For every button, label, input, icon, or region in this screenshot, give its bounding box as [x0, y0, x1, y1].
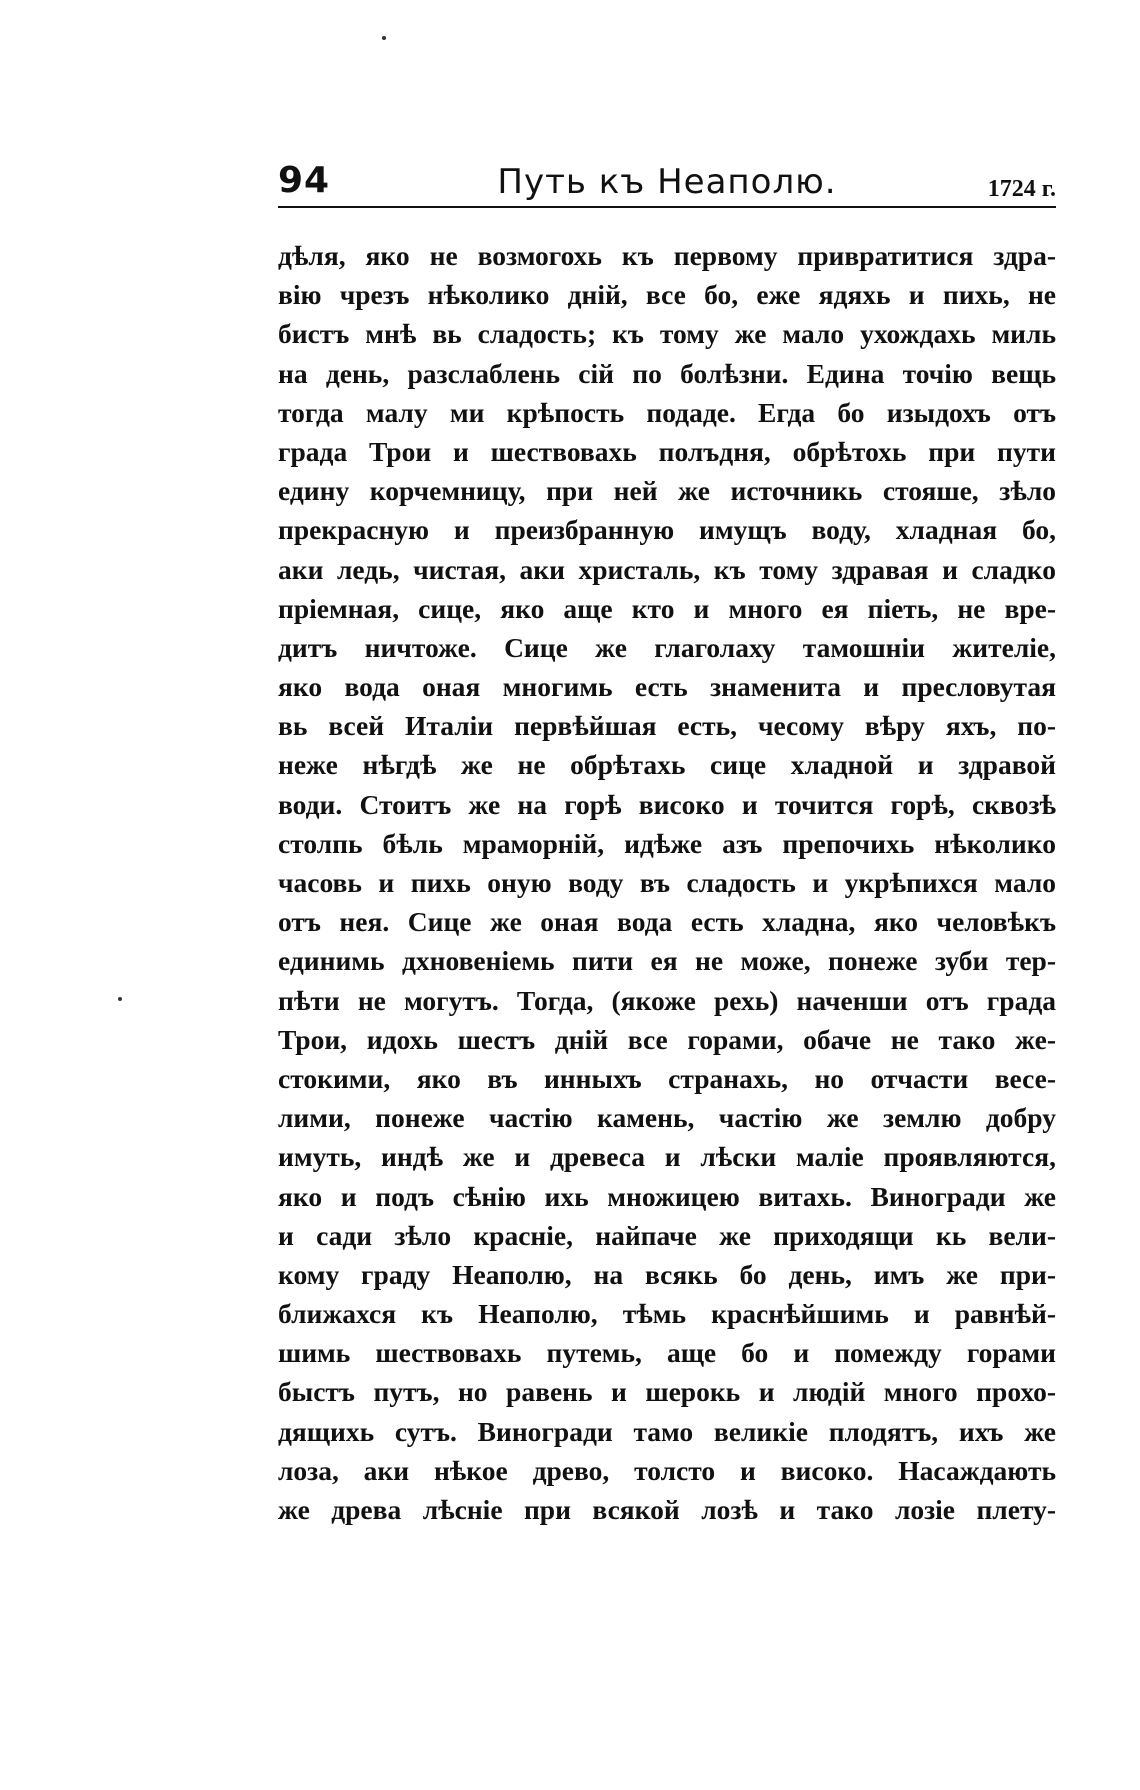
page-number: 94	[278, 160, 331, 201]
scan-speck	[382, 36, 386, 40]
text-line: прiемная, сице, яко аще кто и много ея пiеть, не вре-	[278, 592, 1056, 624]
text-line: вію чрезъ нѣколико днiй, все бо, еже ядяхь и пихь, не	[278, 279, 1056, 311]
text-line: отъ нея. Сице же оная вода есть хладна, яко человѣкъ	[278, 906, 1056, 938]
running-title: Путь къ Неаполю.	[497, 162, 837, 202]
page-header	[278, 160, 1056, 208]
text-line: града Трои и шествовахь полъдня, обрѣтохь при пути	[278, 435, 1056, 467]
text-line: тогда малу ми крѣпость подаде. Егда бо изыдохъ отъ	[278, 396, 1056, 428]
text-line: Трои, идохь шестъ днiй все горами, обаче не тако же-	[278, 1023, 1056, 1055]
scan-speck	[118, 997, 122, 1001]
text-line: пѣти не могутъ. Тогда, (якоже рехь) наченши отъ града	[278, 984, 1056, 1016]
text-line: же древа лѣснiе при всякой лозѣ и тако лозiе плету-	[278, 1494, 1056, 1525]
text-line: яко вода оная многимь есть знаменита и пресловутая	[278, 671, 1056, 703]
text-line: дитъ ничтоже. Сице же глаголаху тамошнiи жителiе,	[278, 631, 1056, 663]
text-line: стокими, яко въ инныхъ странахь, но отчасти весе-	[278, 1062, 1056, 1094]
text-line: быстъ путъ, но равень и шерокь и людiй много прохо-	[278, 1376, 1056, 1408]
text-line: кому граду Неаполю, на всякь бо день, имъ же при-	[278, 1258, 1056, 1290]
text-line: неже нѣгдѣ же не обрѣтахь сице хладной и здравой	[278, 749, 1056, 781]
year-marker: 1724 г.	[987, 176, 1056, 202]
text-line: и сади зѣло краснiе, найпаче же приходящи кь вели-	[278, 1219, 1056, 1251]
text-line: води. Стоитъ же на горѣ високо и точится горѣ, сквозѣ	[278, 788, 1056, 820]
text-line: вь всей Италiи первѣйшая есть, чесому вѣру яхъ, по-	[278, 710, 1056, 742]
text-line: яко и подъ сѣнiю ихь множицею витахь. Виногради же	[278, 1180, 1056, 1212]
text-line: на день, разслаблень сiй по болѣзни. Едина точiю вещь	[278, 357, 1056, 389]
text-line: столпь бѣль мраморнiй, идѣже азъ препочихь нѣколико	[278, 827, 1056, 859]
text-line: часовь и пихь оную воду въ сладость и укрѣпихся мало	[278, 867, 1056, 898]
text-line: ближахся къ Неаполю, тѣмь краснѣйшимь и равнѣй-	[278, 1298, 1056, 1330]
text-line: прекрасную и преизбранную имущъ воду, хладная бо,	[278, 514, 1056, 546]
text-line: едину корчемницу, при ней же источникь стояше, зѣло	[278, 475, 1056, 507]
text-line: лими, понеже частiю камень, частiю же землю добру	[278, 1102, 1056, 1134]
text-line: аки ледь, чистая, аки христаль, къ тому здравая и сладко	[278, 553, 1056, 585]
text-line: дящихь сутъ. Виногради тамо великiе плодятъ, ихъ же	[278, 1415, 1056, 1447]
text-line: единимь дхновенiемь пити ея не може, понеже зуби тер-	[278, 945, 1056, 977]
text-line: шимь шествовахь путемь, аще бо и помежду горами	[278, 1337, 1056, 1369]
text-line: дѣля, яко не возмогохь къ первому привратитися здра-	[278, 240, 1056, 271]
text-line: лоза, аки нѣкое древо, толсто и високо. Насаждають	[278, 1454, 1056, 1486]
text-line: бистъ мнѣ вь сладость; къ тому же мало ухождахь миль	[278, 318, 1056, 350]
body-text	[278, 236, 1056, 1529]
text-line: имуть, индѣ же и древеса и лѣски малiе проявляются,	[278, 1141, 1056, 1173]
header-rule	[278, 206, 1056, 208]
